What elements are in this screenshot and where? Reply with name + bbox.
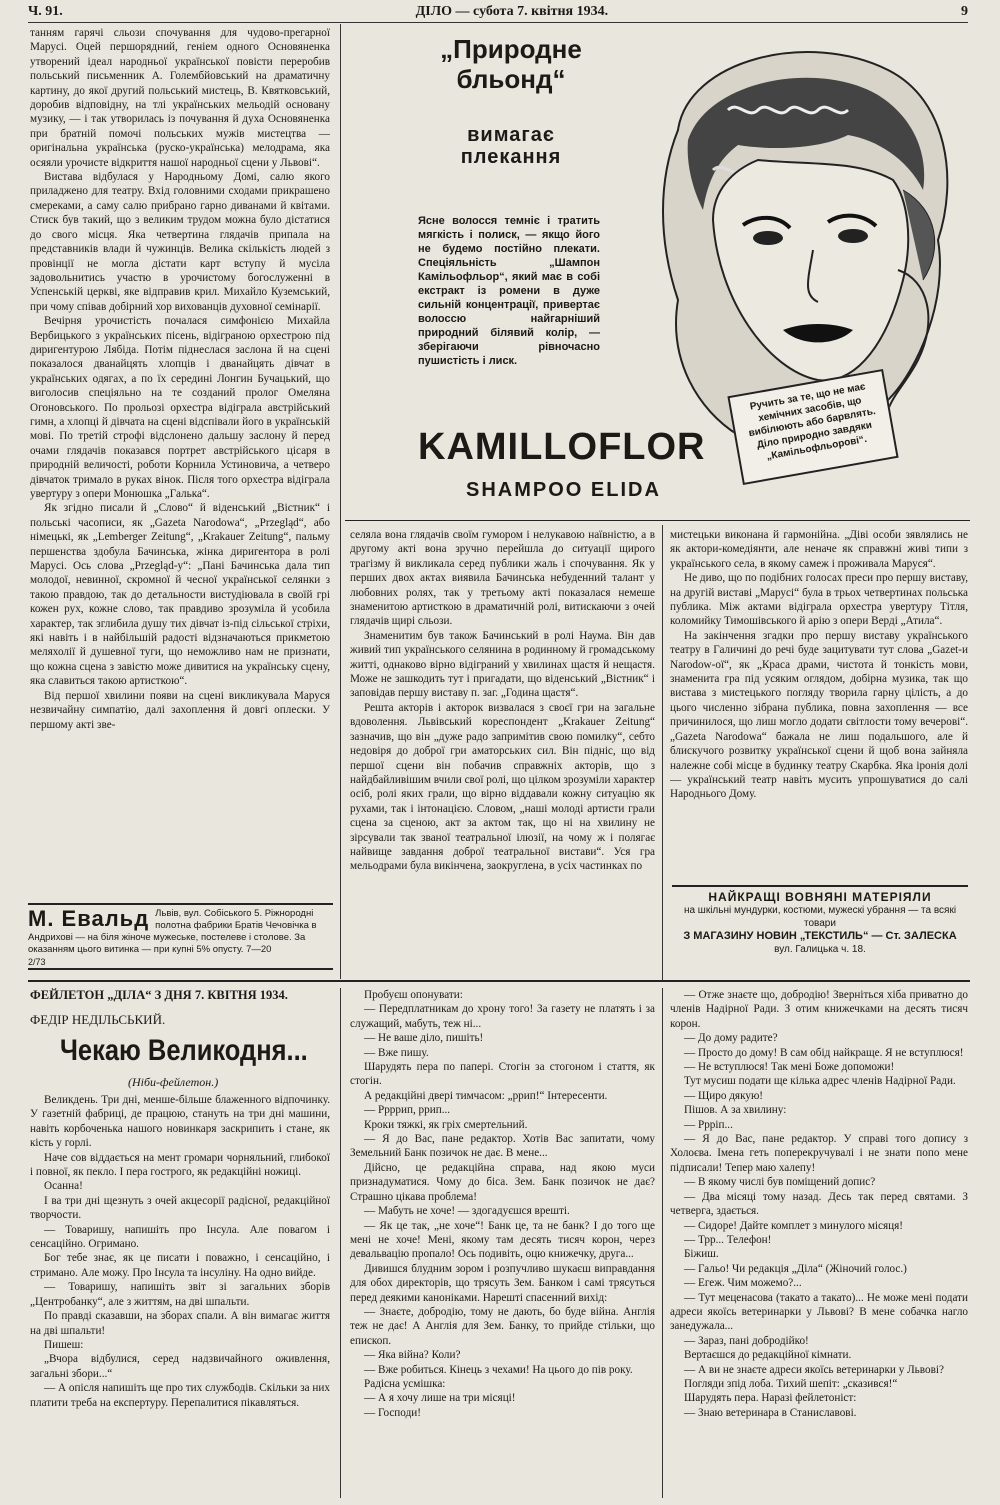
feuilleton-paragraph: По правді сказавши, на зборах спали. А він вимагає життя на дві шпальти! [30, 1310, 330, 1337]
feuilleton-paragraph: Бог тебе знає, як це писати і поважно, і сенсаційно, і стримано. Але можу. Про Інсула та інсуліну. На одно вийде. [30, 1252, 330, 1279]
feuilleton-paragraph: Пишеш: [44, 1338, 84, 1351]
feuilleton-paragraph: Погляди зпід лоба. Тихий шепіт: „сказився!“ [684, 1377, 898, 1390]
column-divider [340, 24, 341, 979]
feuilleton-paragraph: — Яка війна? Коли? [364, 1349, 461, 1362]
feuilleton-paragraph: — Не вступлюся! Так мені Боже допоможи! [684, 1061, 895, 1074]
page-number: 9 [961, 4, 968, 19]
ad-body-text: Ясне волосся темніє і тратить мягкість і полиск, — якщо його не будемо постійно плекати. Спеціяльність „Шампон Камільофльор“, який має в собі екстракт із ромени в дуже сильній концентрації, привертає волоссю найгарніший природний білявий колір, — зберігаючи рівночасно пушистість і лиск. [418, 215, 600, 367]
column-divider [340, 988, 341, 1498]
feuilleton-paragraph: Тут мусиш подати ще кілька адрес членів Надірної Ради. [684, 1075, 956, 1088]
feuilleton-paragraph: — Тут меценасова (такато а такато)... Не може мені подати адреси якоїсь ветеринарки у Львові? В мене собачка нагло занедужала... [670, 1291, 968, 1333]
feuilleton-paragraph: — Як це так, „не хоче“! Банк це, та не банк? І до того ще мені не хоче! Мені, якому там десять тисяч корон, через девальвацію пропало! Ось подивіть, оцю книжечку, друга... [350, 1219, 655, 1261]
ad-brand-name: KAMILLOFLOR [418, 426, 706, 468]
feuilleton-paragraph: Шарудять пера по папері. Стогін за стогоном і стаття, як стогін. [350, 1061, 655, 1088]
feuilleton-paragraph: Біжиш. [684, 1248, 719, 1261]
feuilleton-paragraph: Осанна! [44, 1180, 83, 1193]
article-paragraph: селяла вона глядачів своїм гумором і нелукавою наївністю, а в другому акті вона зручно перейшла до ситуації щирого трагізму й викликала серед публики жаль і спочування. Як у перших двох актах виявила Бачинська небуденний талант у любовних ролях, так у третьому акті показалася немеше знаменитою артисткою в драматичній ролі, витискаючи з очей глядачів щирі сльози. [350, 529, 655, 628]
feuilleton-paragraph: Радісна усмішка: [364, 1377, 446, 1390]
feuilleton-paragraph: „Вчора відбулися, серед надзвичайного оживлення, загальні збори...“ [30, 1353, 330, 1380]
feuilleton-paragraph: — Сидоре! Дайте комплет з минулого місяця! [684, 1219, 903, 1232]
article-paragraph: Решта акторів і акторок визвалася з своєї гри на загальне вдоволення. Львівський кореспондент „Krakauer Zeitung“ зазначив, що він „дуже радо запримітив свою помилку“, себто недовіря до доброї гри аматорських сил. Він підніс, що від першої сцени він побачив справжніх акторів, що з найдбайливішим вчили свої ролі, що цілком зрозуміли характер осіб, ролі яких грали, що вірно віддавали кожну ситуацію як рухами, так і інтонацією. Словом, „наші молоді артисти грали сцена за сценою, акт за актом так, що ні на хвилину не зірсували так званої театральної ілюзії, на чому ж і полягає найвище завдання доброї театральної вистави“. Уся гра мельодрами була викінчена, заокруглена, в усіх частинках по [350, 701, 655, 873]
ewald-code: 2/73 [28, 957, 46, 967]
tekstyl-description: на шкільні мундурки, костюми, мужескі убрання — та всякі товари [683, 905, 957, 929]
feuilleton-paragraph: — Отже знаєте що, добродію! Зверніться хіба приватно до членів Надірної Ради. З отим книжечками на десять тисяч корон. [670, 989, 968, 1030]
feuilleton-paragraph: — До дому радите? [684, 1032, 778, 1045]
feuilleton-paragraph: — Я до Вас, пане редактор. Хотів Вас запитати, чому Земельний Банк позичок не дає. В мене... [350, 1133, 655, 1160]
feuilleton-paragraph: І ва три дні щезнуть з очей акцесорії радісної, редакційної творчости. [30, 1194, 330, 1222]
article-paragraph: На закінчення згадки про першу виставу українського театру в Галичині до речі буде зацитувати тут слова „Gazet-и Narodow-ої“, як „Краса драми, чистота й тонкість мови, знаменита гра під усяким оглядом, добірна музика, так що вистава з мистецького погляду творила гарну цілість, а до цього численно зібрана публика, повна захоплення — все причинилося, що лиш могло додати світлости тому вечерові“. „Gazeta Narodowa“ бажала не лиш подальшого, але й блискучого розвитку української сцени й щоб вона зайняла належне собі місце в будинку театру Скарбка. Яка іронія долі — український театр навіть мусить упрошуватися до салі Народнього Дому. [670, 629, 968, 801]
article-column-3 [670, 528, 968, 880]
issue-number: Ч. 91. [28, 4, 63, 19]
feuilleton-paragraph: — Егеж. Чим можемо?... [684, 1277, 802, 1290]
masthead [28, 2, 968, 23]
feuilleton-paragraph: — Ррррип, ррип... [364, 1104, 451, 1117]
tekstyl-headline: НАЙКРАЩІ ВОВНЯНІ МАТЕРІЯЛИ [708, 890, 932, 904]
feuilleton-paragraph: — Передплатникам до хрону того! За газету не платять і за служащий, мабуть, теж ні... [350, 1003, 655, 1030]
article-paragraph: Як згідно писали й „Слово“ й віденський „Вістник“ і польські часописи, як „Gazeta Narodowa“, „Przegląd“, або німецькі, як „Lemberger Zeitung“, „Krakauer Zeitung“, пальму першенства здобула Бачинська, жінка диригентора в ролі Марусі. Ось слова „Przegląd-у“: „Пані Бачинська дала тип молодої, невинної, скромної й чесної української селянки з такою правдою, так до детальности вистудіювала в своїй грі кожен рух, кожне слово, так правдиво зрозуміла й усобила характер, так зглибила душу тих дівчат із-під сільської стріхи, які навіть і в найбільшій радості відзначаються прикметою меляхолії й душевної туги, що неможливо нам не признати, що кожна сцена з завістю може дивитися на українську сцену, яка славиться такою артисткою“. [30, 502, 330, 688]
feuilleton-paragraph: Шарудять пера. Наразі фейлетоніст: [684, 1392, 857, 1405]
article-paragraph: Не диво, що по подібних голосах преси про першу виставу, на другій виставі „Марусі“ була в трьох четвертинах польська публика. Між актами відіграла орхестра увертуру Тітля, коломийку Тимошівського й арію з опери Верді „Атила“. [670, 572, 968, 628]
article-paragraph: мистецьки виконана й гармонійна. „Діві особи зявлялись не як актори-комедіянти, але неначе як справжні живі типи з українського села, в якому самеж і проживала Маруся“. [670, 529, 968, 570]
feuilleton-paragraph: — Товаришу, напишіть звіт зі загальних зборів „Центробанку“, але з життям, на дві шпальти. [30, 1281, 330, 1308]
newspaper-date: ДІЛО — субота 7. квітня 1934. [415, 4, 609, 19]
article-paragraph: Знаменитим був також Бачинський в ролі Наума. Він дав живий тип українського селянина в родинному й громадському житті, однаково вірно відіграний у хвилинах щастя й нещастя. Може не зашкодить тут і пригадати, що віденський „Вістник“ і заповідав першу виставу п. заг. „Година щастя“. [350, 629, 655, 700]
tekstyl-address: вул. Галицька ч. 18. [774, 944, 866, 955]
feuilleton-paragraph: — Не ваше діло, пишіть! [364, 1032, 484, 1045]
ad-sub-brand: SHAMPOO ELIDA [466, 479, 661, 501]
article-paragraph: Вистава відбулася у Народньому Домі, салю якого приладжено для театру. Вхід головними сходами прикрашено смереками, а саму салю прибрано гарно диванами й квітами. Стиск був такий, що з великим трудом можна було дістатися до свого місця. Яка четвертина глядачів припала на представників влади й чужинців. Велика скількість людей з провінції не могла дістати карт вступу й мусіла задовольнитись участю в урочистому богослуженні в Успенській церкві, яке відправив крил. Михайло Куземський, при чому співав добірний хор вихованців духовної семінарії. [30, 171, 330, 313]
feuilleton-column-1 [30, 1093, 330, 1498]
feuilleton-paragraph: — Товаришу, напишіть про Інсула. Але повагом і сенсаційно. Огримано. [30, 1223, 330, 1251]
ad-guarantee-box: Ручить за те, що не має хемічних засобів, що вибілюють або барвлять. Діло природно завдяки „Камільофльорові“. [727, 369, 898, 485]
feuilleton-top-rule [28, 980, 970, 982]
feuilleton-paragraph: — В якому числі був поміщений допис? [684, 1176, 876, 1189]
woman-portrait-illustration [618, 40, 963, 440]
ad-bottom-rule [345, 520, 970, 521]
column-divider [662, 988, 663, 1498]
feuilleton-paragraph: — Два місяці тому назад. Десь так перед святами. З четверга, здається. [670, 1190, 968, 1218]
feuilleton-paragraph: Вертаєшся до редакційної кімнати. [684, 1349, 852, 1362]
feuilleton-column-2 [350, 988, 655, 1498]
feuilleton-subtitle: (Ніби-фейлетон.) [128, 1075, 219, 1089]
article-column-1 [30, 26, 330, 896]
feuilleton-paragraph: — А я хочу лише на три місяці! [364, 1392, 516, 1405]
feuilleton-paragraph: Наче сов віддається на мент громари чорняльний, глибокої і повної, як пекло. І пера гострого, як редакційні ножиці. [30, 1151, 330, 1179]
ewald-text: Львів, вул. Собіського 5. Ріжнородні полотна фабрики Братів Чечовічка в Андрихові — на біля жіноче мужеське, постелеве і столове. За оказанням цього витинка — при купні 5% опусту. 7—20 [28, 908, 317, 955]
feuilleton-paragraph: — Вже пишу. [364, 1046, 429, 1059]
feuilleton-paragraph: — А опісля напишіть ще про тих службодів. Скільки за них платити треба на експертуру. Перепалитися пікавляться. [30, 1382, 330, 1409]
feuilleton-paragraph: — Зараз, пані добродійко! [684, 1334, 809, 1347]
feuilleton-paragraph: — Знаєте, добродію, тому не дають, бо буде війна. Англія теж не дає! А Англія для Зем. Банку, то прийде стільки, що епископ. [350, 1305, 655, 1347]
feuilleton-paragraph: Дійсно, це редакційна справа, над якою муси признадуматися. Чому до біса. Зем. Банк позичок не дає? Страшно цікава проблема! [350, 1161, 655, 1203]
feuilleton-column-3 [670, 988, 968, 1498]
feuilleton-paragraph: Пішов. А за хвилину: [684, 1104, 787, 1117]
feuilleton-paragraph: — Вже робиться. Кінець з чехами! На цього до пів року. [364, 1363, 633, 1376]
feuilleton-title: Чекаю Великодня... [60, 1034, 308, 1067]
ewald-advertisement [28, 903, 333, 970]
kamilloflor-advertisement [398, 24, 968, 512]
tekstyl-advertisement [672, 885, 968, 966]
feuilleton-author: ФЕДІР НЕДІЛЬСЬКИЙ. [30, 1012, 166, 1027]
feuilleton-paragraph: А редакційні двері тимчасом: „ррип!“ Інтересенти. [364, 1089, 608, 1102]
feuilleton-paragraph: — Ррріп... [684, 1118, 733, 1131]
feuilleton-paragraph: — Трр... Телефон! [684, 1233, 772, 1246]
ewald-name: М. Евальд [28, 906, 150, 931]
article-paragraph: Від першої хвилини появи на сцені викликувала Маруся незвичайну симпатію, далі захоплення й довгі оплески. У першому акті зве- [30, 689, 330, 731]
article-paragraph: Вечірня урочистість почалася симфонією Михайла Вербицького з українських пісень, відіграною орхестрою під диригентурою Лябіда. Потім піднеслася заслона й на сцені показалося дванайцять хлопців і дванайцять дівчат в українських одягах, а по їх середині Лонгин Бучацький, що виголосив спеціяльно на те созданий пролог Омеляна Огоновського. По прольозі орхестра відіграла австрійський гимн, а хлопці й дівчата на сцені відспівали його в українській мові. По третій строфі відслонено дальшу заслону й перед очами глядачів показався портрет австрійського цісаря в природній величості, роботи Корнила Устиновича, а четверо дівчаток тримало в руках вінок. Після того орхестра відіграла увертуру з опери Монюшка „Галька“. [30, 315, 330, 500]
feuilleton-paragraph: — Я до Вас, пане редактор. У справі того допису з Холоєва. Імена геть поперекручувалі і не знати попо мене підписали! Тепер маю халепу! [670, 1133, 968, 1174]
article-paragraph: танням гарячі сльози спочування для чудово-прегарної Марусі. Оцей першорядний, геніем одного Основяненка утворений ідеал народньої української повісти переробив польський письменник А. Голембйовський на драматичну картину, до якої другий польський мистець, В. Квятковський, доробив відповідну, на тлі українських мельодій основану музику, — і так утворилась із почування й духа Основяненка при братній помочі польських мужів мистецтва — оригінальна українська (руско-українська) мелодрама, яка осяяли урочисте відкриття нашої народньої сцени у Львові“. [30, 27, 330, 169]
ad-subhead: вимагає плекання [460, 124, 562, 168]
feuilleton-header: ФЕЙЛЕТОН „ДІЛА“ З ДНЯ 7. КВІТНЯ 1934. [30, 988, 288, 1002]
feuilleton-paragraph: — А ви не знаєте адреси якоїсь ветеринарки у Львові? [684, 1363, 944, 1376]
ad-headline: „Природне бльонд“ [440, 34, 582, 94]
column-divider [662, 525, 663, 980]
feuilleton-paragraph: Великдень. Три дні, менше-більше блаженного відпочинку. У газетній фабриці, де працюю, стануть на три дні машини, навіть корбоченька нашого новинкаря заскрипить і стане, як кість у горлі. [30, 1094, 330, 1150]
feuilleton-paragraph: Дивишся блудним зором і розпучливо шукаєш виправдання для обох директорів, що трясуть Зем. Банком і самі трясуться перед деякими каноніками. Нарешті спасенний вихід: [350, 1262, 655, 1304]
feuilleton-paragraph: Пробуєш опонувати: [364, 989, 463, 1001]
feuilleton-paragraph: — Знаю ветеринара в Станиславові. [684, 1406, 857, 1419]
feuilleton-paragraph: — Мабуть не хоче! — здогадуєшся врешті. [364, 1205, 570, 1218]
tekstyl-store: З МАГАЗИНУ НОВИН „ТЕКСТИЛЬ“ — Ст. ЗАЛЕСКА [683, 930, 957, 942]
article-column-2 [350, 528, 655, 963]
feuilleton-paragraph: — Господи! [364, 1406, 421, 1419]
feuilleton-paragraph: — Гальо! Чи редакція „Діла“ (Жіночий голос.) [684, 1262, 907, 1275]
feuilleton-paragraph: — Щиро дякую! [684, 1089, 764, 1102]
feuilleton-paragraph: — Просто до дому! В сам обід найкраще. Я не вступлюся! [684, 1046, 964, 1059]
feuilleton-paragraph: Кроки тяжкі, як гріх смертельний. [364, 1118, 528, 1131]
